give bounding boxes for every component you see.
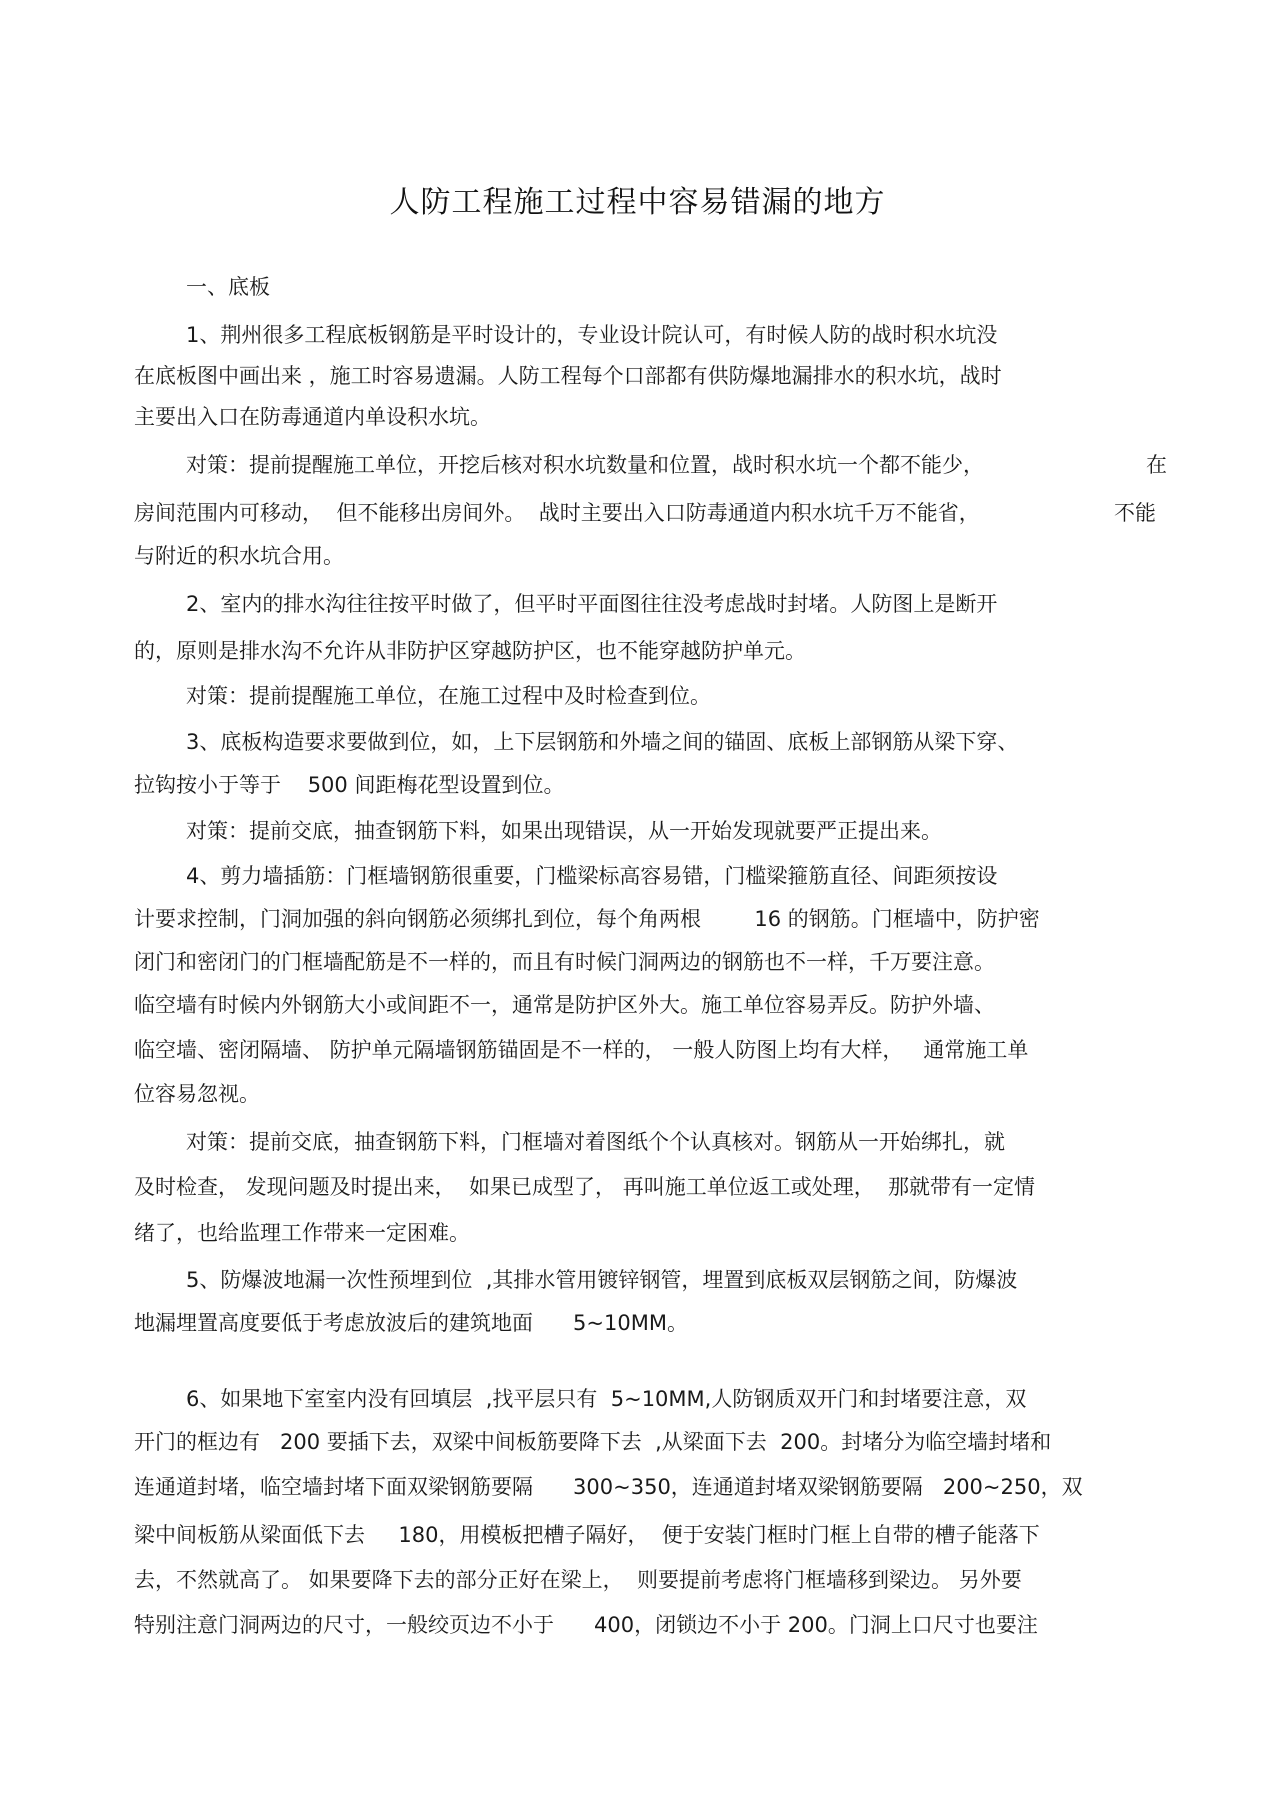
page-title: 人防工程施工过程中容易错漏的地方 [389,185,886,220]
section-heading-baseboard: 一、底板 [186,275,270,299]
document-page: 人防工程施工过程中容易错漏的地方 一、底板 1、荆州很多工程底板钢筋是平时设计的，专业设计院认可，有时候人防的战时积水坑没 在底板图中画出来 ，施工时容易遗漏。人防工程每个口部都有供防爆地漏排水的积水坑，战时 主要出入口在防毒通道内单设积水坑。 对策：提前提醒施工单位，开挖后核对积水坑数量和位置，战时积水坑一个都不能少， 在 房间范围内可移动， 但不能移出房间外。 战时主要出入口防毒通道内积水坑千万不能省， 不能 与附近的积水坑合用。 2、室内的排水沟往往按平时做了，但平时平面图往往没考虑战时封堵。人防图上是断开 的，原则是排水沟不允许从非防护区穿越防护区，也不能穿越防护单元。 对策：提前提醒施工单位，在施工过程中及时检查到位。 3、底板构造要求要做到位，如，上下层钢筋和外墙之间的锚固、底板上部钢筋从梁下穿、 拉钩按小于等于 500 间距梅花型设置到位。 对策：提前交底，抽查钢筋下料，如果出现错误，从一开始发现就要严正提出来。 4、剪力墙插筋：门框墙钢筋很重要，门槛梁标高容易错，门槛梁箍筋直径、间距须按设 计要求控制，门洞加强的斜向钢筋必须绑扎到位，每个角两根 16 的钢筋。门框墙中，防护密 闭门和密闭门的门框墙配筋是不一样的，而且有时候门洞两边的钢筋也不一样，千万要注意。 临空墙有时候内外钢筋大小或间距不一，通常是防护区外大。施工单位容易弄反。防护外墙、 临空墙、密闭隔墙、 防护单元隔墙钢筋锚固是不一样的， 一般人防图上均有大样， 通常施工单 位容易忽视。 对策：提前交底，抽查钢筋下料，门框墙对着图纸个个认真核对。钢筋从一开始绑扎，就 及时检查， 发现问题及时提出来， 如果已成型了， 再叫施工单位返工或处理， 那就带有一定情 绪了，也给监理工作带来一定困难。 5、防爆波地漏一次性预埋到位 ,其排水管用镀锌钢管，埋置到底板双层钢筋之间，防爆波 地漏埋置高度要低于考虑放波后的建筑地面 5~10MM。 6、如果地下室室内没有回填层 ,找平层只有 5~10MM,人防钢质双开门和封堵要注意，双 开门的框边有 200 要插下去，双梁中间板筋要降下去 ,从梁面下去 200。封堵分为临空墙封堵和 连通道封堵，临空墙封堵下面双梁钢筋要隔 300~350，连通道封堵双梁钢筋要隔 200~250，双 梁中间板筋从梁面低下去 180，用模板把槽子隔好， 便于安装门框时门框上自带的槽子能落下 去，不然就高了。 如果要降下去的部分正好在梁上， 则要提前考虑将门框墙移到梁边。 另外要 特别注意门洞两边的尺寸，一般绞页边不小于 400，闭锁边不小于 200。门洞上口尺寸也要注 [0,0,1275,1804]
